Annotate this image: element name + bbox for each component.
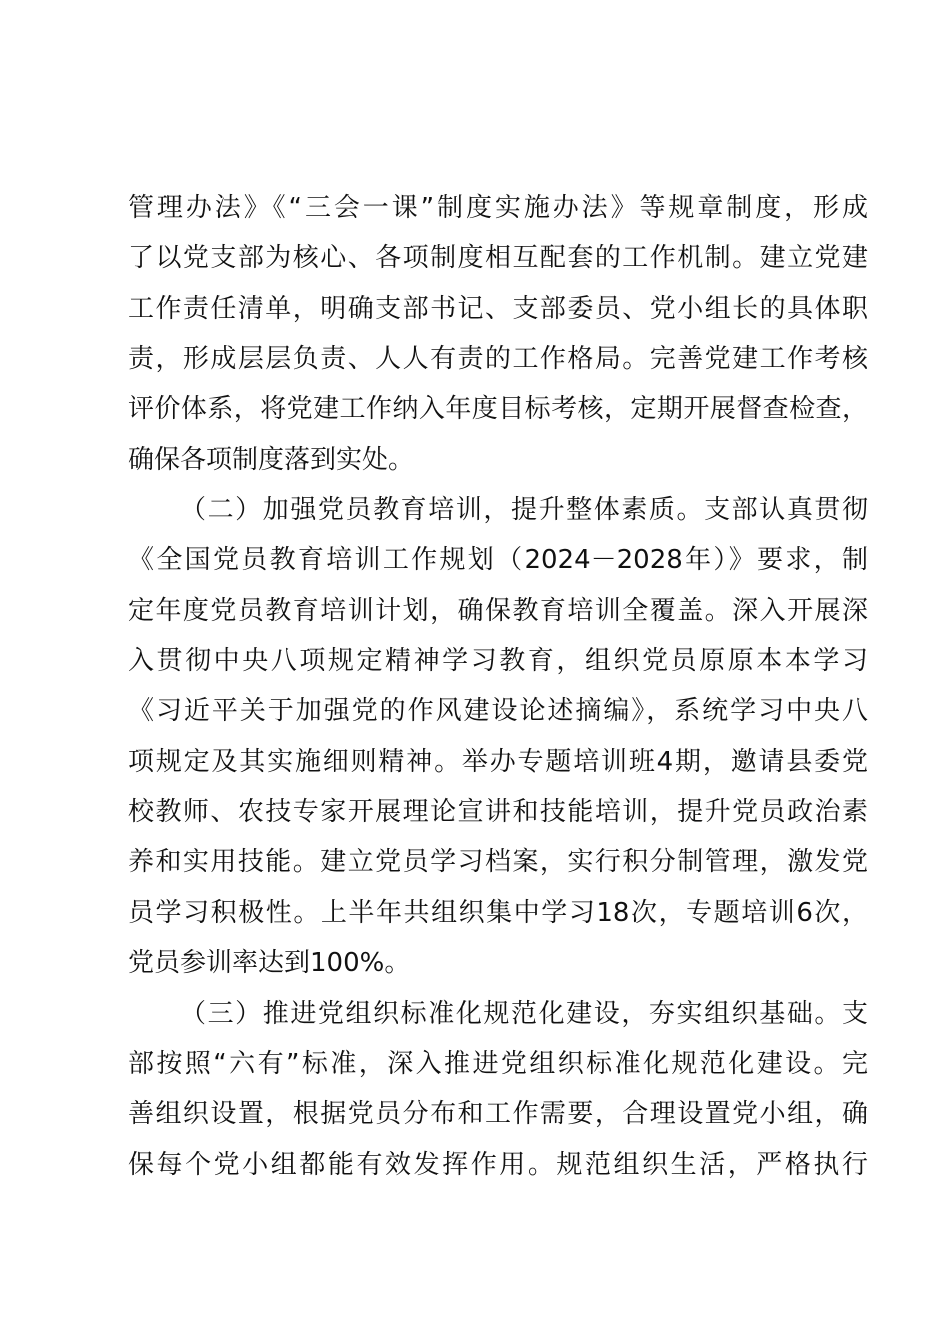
document-body <box>128 183 868 1190</box>
text-line: 评价体系，将党建工作纳入年度目标考核，定期开展督查检查， <box>128 394 868 425</box>
text-line: 员学习积极性。上半年共组织集中学习18次，专题培训6次， <box>128 897 868 928</box>
text-line: 了以党支部为核心、各项制度相互配套的工作机制。建立党建 <box>128 243 868 274</box>
text-line: 入贯彻中央八项规定精神学习教育，组织党员原原本本学习 <box>128 646 868 677</box>
text-line: 管理办法》《“三会一课”制度实施办法》等规章制度，形成 <box>128 193 868 223</box>
text-line: （二）加强党员教育培训，提升整体素质。支部认真贯彻 <box>180 495 868 526</box>
text-line: 养和实用技能。建立党员学习档案，实行积分制管理，激发党 <box>128 847 868 878</box>
text-line: 工作责任清单，明确支部书记、支部委员、党小组长的具体职 <box>128 293 868 324</box>
text-line: （三）推进党组织标准化规范化建设，夯实组织基础。支 <box>180 998 868 1029</box>
text-line: 项规定及其实施细则精神。举办专题培训班4期，邀请县委党 <box>128 746 868 777</box>
text-line: 善组织设置，根据党员分布和工作需要，合理设置党小组，确 <box>128 1099 868 1130</box>
text-line: 定年度党员教育培训计划，确保教育培训全覆盖。深入开展深 <box>128 595 868 626</box>
text-line: 责，形成层层负责、人人有责的工作格局。完善党建工作考核 <box>128 344 868 375</box>
text-line: 党员参训率达到100%。 <box>128 948 411 979</box>
text-line: 《全国党员教育培训工作规划（2024－2028年）》要求，制 <box>128 545 868 576</box>
text-line: 《习近平关于加强党的作风建设论述摘编》，系统学习中央八 <box>128 696 868 727</box>
text-line: 校教师、农技专家开展理论宣讲和技能培训，提升党员政治素 <box>128 797 868 828</box>
text-line: 部按照“六有”标准，深入推进党组织标准化规范化建设。完 <box>128 1048 868 1079</box>
text-line: 确保各项制度落到实处。 <box>128 444 415 475</box>
text-line: 保每个党小组都能有效发挥作用。规范组织生活，严格执行 <box>128 1149 868 1180</box>
